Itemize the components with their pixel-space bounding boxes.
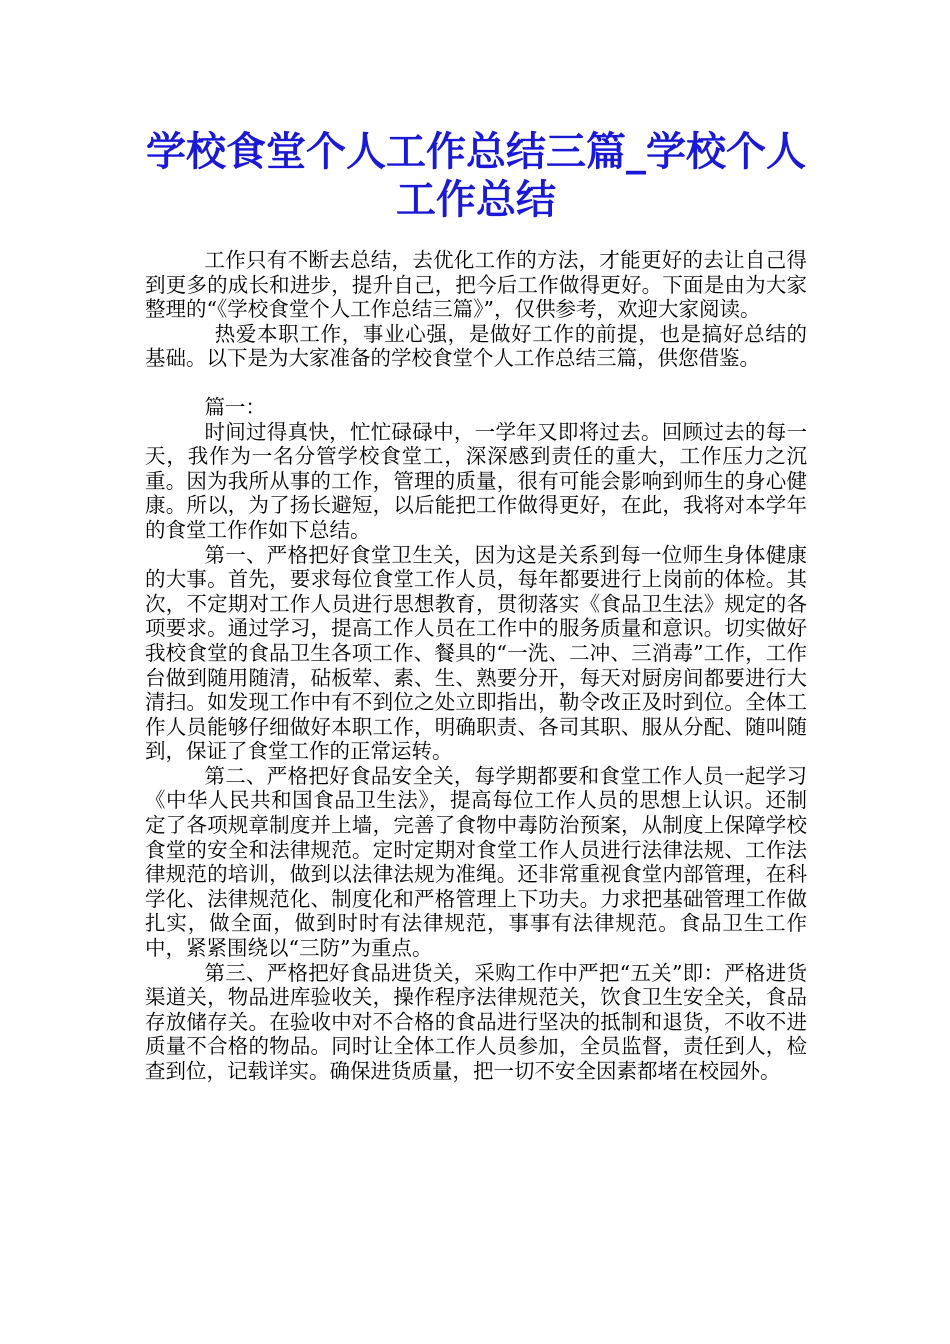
- intro-paragraph-2: 热爱本职工作，事业心强，是做好工作的前提，也是搞好总结的基础。以下是为大家准备的学校食堂个人工作总结三篇，供您借鉴。: [145, 321, 807, 371]
- section-label: 篇一：: [204, 394, 266, 419]
- document-page: [145, 128, 807, 1084]
- paragraph-spacer: [145, 371, 807, 395]
- body-paragraph-3: 第二、严格把好食品安全关，每学期都要和食堂工作人员一起学习《中华人民共和国食品卫生法》，提高每位工作人员的思想上认识。还制定了各项规章制度并上墙，完善了食物中毒防治预案，从制度上保障学校食堂的安全和法律规范。定时定期对食堂工作人员进行法律法规、工作法律规范的培训，做到以法律法规为准绳。还非常重视食堂内部管理，在科学化、法律规范化、制度化和严格管理上下功夫。力求把基础管理工作做扎实，做全面，做到时时有法律规范，事事有法律规范。食品卫生工作中，紧紧围绕以“三防”为重点。: [145, 763, 807, 961]
- intro-paragraph-1: 工作只有不断去总结，去优化工作的方法，才能更好的去让自己得到更多的成长和进步，提升自己，把今后工作做得更好。下面是由为大家整理的“《学校食堂个人工作总结三篇》”，仅供参考，欢迎大家阅读。: [145, 248, 807, 322]
- document-title: 学校食堂个人工作总结三篇_学校个人工作总结: [146, 128, 806, 223]
- body-paragraph-2: 第一、严格把好食堂卫生关，因为这是关系到每一位师生身体健康的大事。首先，要求每位食堂工作人员，每年都要进行上岗前的体检。其次，不定期对工作人员进行思想教育，贯彻落实《食品卫生法》规定的各项要求。通过学习，提高工作人员在工作中的服务质量和意识。切实做好我校食堂的食品卫生各项工作、餐具的“一洗、二冲、三消毒”工作，工作台做到随用随清，砧板荤、素、生、熟要分开，每天对厨房间都要进行大清扫。如发现工作中有不到位之处立即指出，勒令改正及时到位。全体工作人员能够仔细做好本职工作，明确职责、各司其职、服从分配、随叫随到，保证了食堂工作的正常运转。: [145, 542, 807, 764]
- body-paragraph-4: 第三、严格把好食品进货关，采购工作中严把“五关”即：严格进货渠道关，物品进库验收关，操作程序法律规范关，饮食卫生安全关，食品存放储存关。在验收中对不合格的食品进行坚决的抵制和退货，不收不进质量不合格的物品。同时让全体工作人员参加，全员监督，责任到人，检查到位，记载详实。确保进货质量，把一切不安全因素都堵在校园外。: [145, 960, 807, 1083]
- body-paragraph-1: 时间过得真快，忙忙碌碌中，一学年又即将过去。回顾过去的每一天，我作为一名分管学校食堂工，深深感到责任的重大，工作压力之沉重。因为我所从事的工作，管理的质量，很有可能会影响到师生的身心健康。所以，为了扬长避短，以后能把工作做得更好，在此，我将对本学年的食堂工作作如下总结。: [145, 419, 807, 542]
- document-content: [145, 248, 807, 1084]
